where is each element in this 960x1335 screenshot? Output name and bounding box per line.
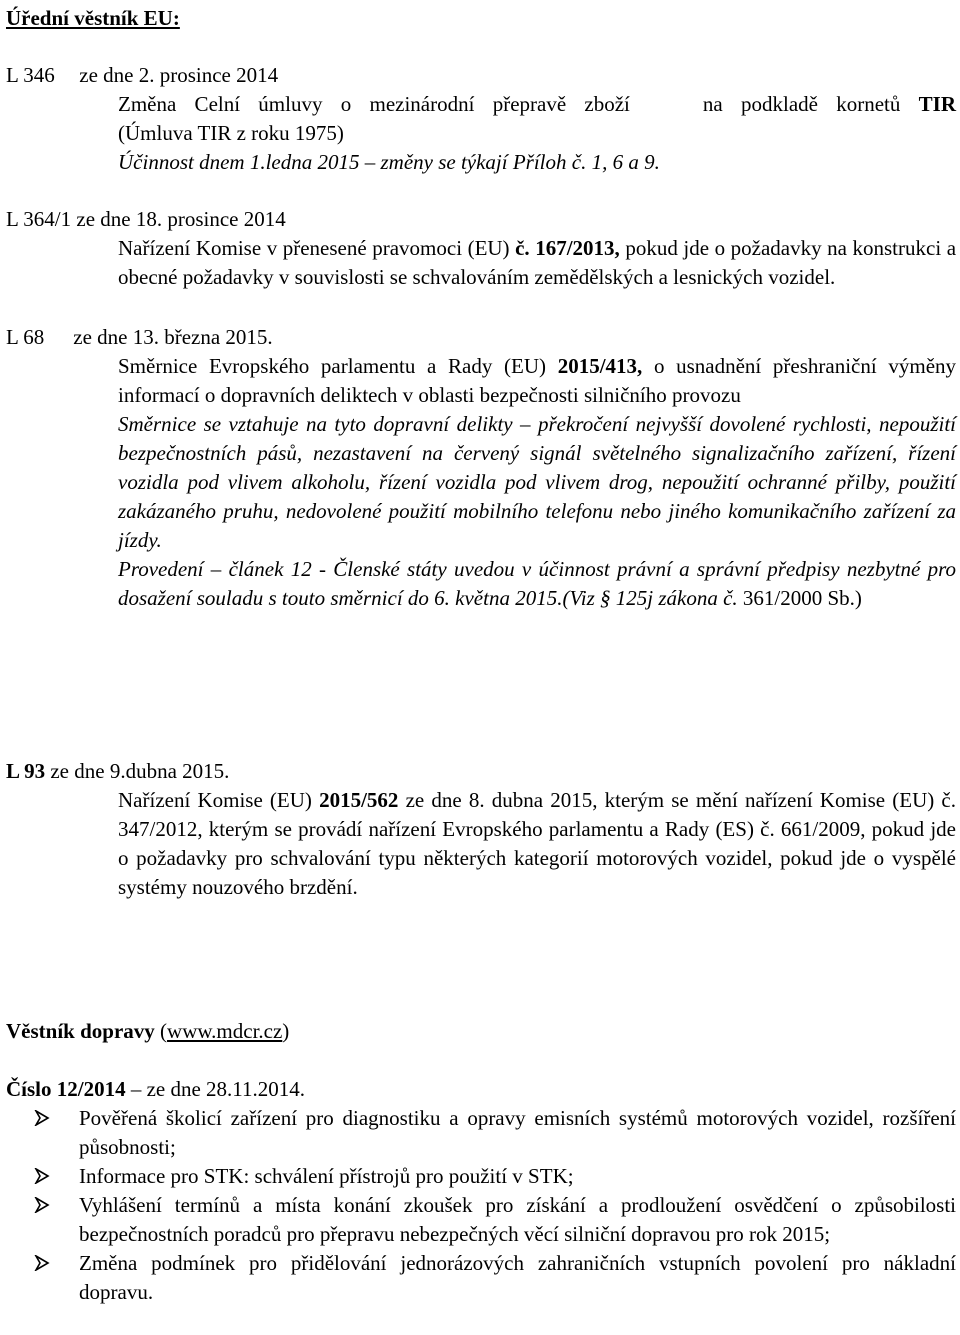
entry-l346-body bbox=[118, 90, 956, 177]
entry-l93-number: 2015/562 bbox=[319, 788, 399, 812]
entry-l364 bbox=[6, 205, 956, 292]
entry-l68-header bbox=[6, 323, 956, 352]
entry-l346-title-a: Změna Celní úmluvy o mezinárodní přepravě zboží bbox=[118, 92, 630, 116]
issue-section bbox=[6, 1075, 956, 1307]
issue-label: Číslo 12/2014 bbox=[6, 1077, 126, 1101]
entry-l364-text-c: pokud jde o požadavky na konstrukci a obecné požadavky v souvislosti se schvalováním zemědělských a lesnických vozidel. bbox=[118, 236, 957, 289]
issue-header bbox=[6, 1075, 956, 1104]
vestnik-title: Věstník dopravy bbox=[6, 1019, 155, 1043]
entry-l346-line2: (Úmluva TIR z roku 1975) bbox=[118, 121, 344, 145]
arrow-bullet-icon bbox=[34, 1255, 50, 1271]
issue-date: – ze dne 28.11.2014. bbox=[130, 1077, 306, 1101]
list-item bbox=[6, 1162, 956, 1191]
vestnik-paren-open: ( bbox=[160, 1019, 168, 1043]
entry-l68-date: ze dne 13. března 2015. bbox=[73, 325, 273, 349]
entry-l68-ref: L 68 bbox=[6, 325, 45, 349]
entry-l68-number: 2015/413, bbox=[557, 354, 643, 378]
issue-items-list bbox=[6, 1104, 956, 1307]
list-item bbox=[6, 1191, 956, 1249]
entry-l346 bbox=[6, 61, 956, 177]
list-item-text: Vyhlášení termínů a místa konání zkoušek pro získání a prodloužení osvědčení o způsobilosti bezpečnostních poradců pro přepravu nebezpečných věcí silniční dopravou pro rok 2015; bbox=[79, 1193, 956, 1246]
entry-l68-provision-a: Provedení – článek 12 - Členské státy uvedou v účinnost právní a správní předpisy nezbytné pro dosažení souladu s touto směrnicí do 6. května 2015.(Viz § 125j zákona č. bbox=[118, 557, 956, 610]
arrow-bullet-icon bbox=[34, 1197, 50, 1213]
entry-l68-text-a: Směrnice Evropského parlamentu a Rady (EU) bbox=[118, 354, 547, 378]
entry-l346-title-c: TIR bbox=[918, 92, 957, 116]
entry-l93-date: ze dne 9.dubna 2015. bbox=[50, 759, 230, 783]
list-item-text: Pověřená školicí zařízení pro diagnostiku a opravy emisních systémů motorových vozidel, rozšíření působnosti; bbox=[79, 1106, 956, 1159]
vestnik-paren-close: ) bbox=[282, 1019, 290, 1043]
entry-l346-ref: L 346 bbox=[6, 63, 55, 87]
list-item-text: Změna podmínek pro přidělování jednorázových zahraničních vstupních povolení pro nákladní dopravu. bbox=[79, 1251, 956, 1304]
entry-l364-number: č. 167/2013, bbox=[515, 236, 620, 260]
entry-l93-text-c: ze dne 8. dubna 2015, kterým se mění nařízení Komise (EU) č. 347/2012, kterým se provádí nařízení Evropského parlamentu a Rady (ES) č. 661/2009, pokud jde o požadavky pro schvalování typu některých kategorií motorových vozidel, pokud jde o vyspělé systémy nouzového brzdění. bbox=[118, 788, 956, 899]
entry-l93-text-a: Nařízení Komise (EU) bbox=[118, 788, 312, 812]
entry-l68-body bbox=[118, 352, 956, 613]
entry-l68 bbox=[6, 323, 956, 613]
entry-l364-ref: L 364/1 bbox=[6, 207, 72, 231]
entry-l68-provision bbox=[118, 555, 956, 613]
entry-l364-body bbox=[118, 234, 956, 292]
list-item bbox=[6, 1104, 956, 1162]
entry-l346-line1 bbox=[118, 90, 956, 119]
entry-l346-header bbox=[6, 61, 956, 90]
arrow-bullet-icon bbox=[34, 1168, 50, 1184]
entry-l93-header bbox=[6, 757, 956, 786]
entry-l346-date: ze dne 2. prosince 2014 bbox=[79, 63, 279, 87]
journal-heading bbox=[6, 4, 956, 33]
list-item bbox=[6, 1249, 956, 1307]
entry-l346-effective-a: Účinnost dnem 1.ledna 2015 bbox=[118, 150, 360, 174]
vestnik-dopravy bbox=[6, 1017, 956, 1046]
entry-l364-text-a: Nařízení Komise v přenesené pravomoci (EU) bbox=[118, 236, 510, 260]
entry-l93 bbox=[6, 757, 956, 902]
entry-l68-italic-note: Směrnice se vztahuje na tyto dopravní delikty – překročení nejvyšší dovolené rychlosti, nepoužití bezpečnostních pásů, nezastavení na červený signál světelného signalizačního zařízení, řízení vozidla pod vlivem alkoholu, řízení vozidla pod vlivem drog, nepoužití ochranné přilby, použití zakázaného pruhu, nedovolené použití mobilního telefonu nebo jiného komunikačního zařízení za jízdy. bbox=[118, 412, 956, 552]
entry-l68-provision-b: 361/2000 Sb.) bbox=[742, 586, 862, 610]
entry-l346-title-b: na podkladě kornetů bbox=[702, 92, 901, 116]
entry-l346-effective-b: – změny se týkají Příloh č. 1, 6 a 9. bbox=[364, 150, 660, 174]
entry-l346-effective bbox=[118, 148, 956, 177]
entry-l93-ref: L 93 bbox=[6, 759, 46, 783]
vestnik-link[interactable]: www.mdcr.cz bbox=[167, 1019, 283, 1043]
entry-l364-header bbox=[6, 205, 956, 234]
list-item-text: Informace pro STK: schválení přístrojů pro použití v STK; bbox=[79, 1164, 574, 1188]
entry-l364-date: ze dne 18. prosince 2014 bbox=[76, 207, 286, 231]
arrow-bullet-icon bbox=[34, 1110, 50, 1126]
entry-l68-text-c: o usnadnění přeshraniční výměny informací o dopravních deliktech v oblasti bezpečnosti silničního provozu bbox=[118, 354, 957, 407]
journal-heading-text: Úřední věstník EU: bbox=[6, 6, 180, 30]
entry-l93-body bbox=[118, 786, 956, 902]
